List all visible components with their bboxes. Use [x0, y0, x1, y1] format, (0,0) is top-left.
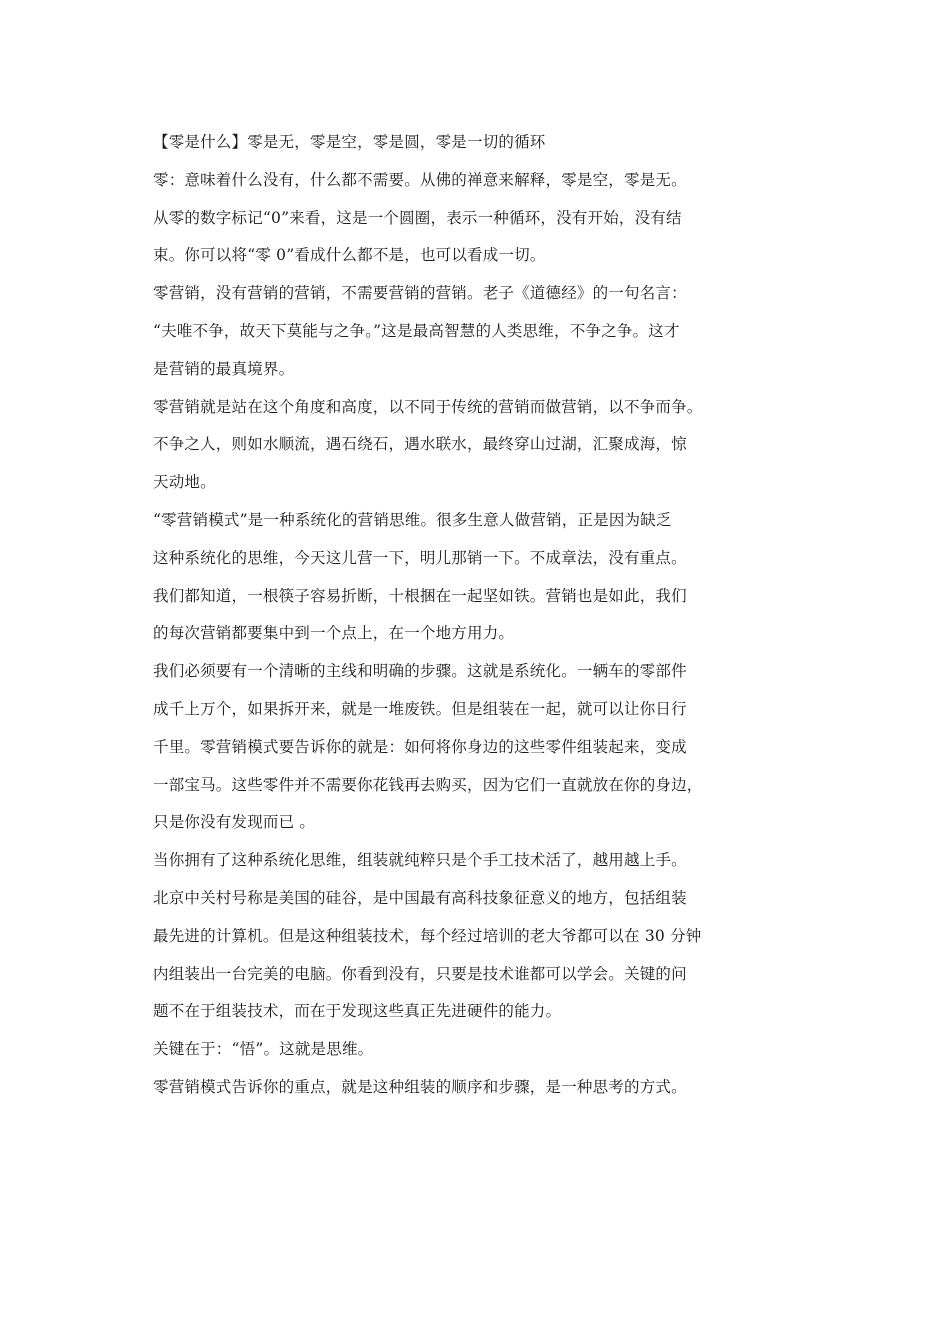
- text-line: 题不在于组装技术，而在于发现这些真正先进硬件的能力。: [153, 1002, 562, 1021]
- text-line: 关键在于：“悟”。这就是思维。: [153, 1040, 374, 1059]
- text-line: 不争之人，则如水顺流，遇石绕石，遇水联水，最终穿山过湖，汇聚成海，惊: [153, 435, 687, 454]
- text-line: 当你拥有了这种系统化思维，组装就纯粹只是个手工技术活了，越用越上手。: [153, 851, 687, 870]
- text-line: 束。你可以将“零 0”看成什么都不是，也可以看成一切。: [153, 246, 546, 265]
- text-line: 千里。零营销模式要告诉你的就是：如何将你身边的这些零件组装起来，变成: [153, 737, 687, 756]
- text-line: 北京中关村号称是美国的硅谷，是中国最有高科技象征意义的地方，包括组装: [153, 888, 687, 907]
- text-line: 零营销就是站在这个角度和高度，以不同于传统的营销而做营销，以不争而争。: [153, 397, 703, 416]
- text-line: 零营销，没有营销的营销，不需要营销的营销。老子《道德经》的一句名言：: [153, 284, 687, 303]
- text-line-title: 【零是什么】零是无，零是空，零是圆，零是一切的循环: [153, 133, 546, 151]
- text-line: 我们都知道，一根筷子容易折断，十根捆在一起坚如铁。营销也是如此，我们: [153, 586, 687, 605]
- text-line: 零营销模式告诉你的重点，就是这种组装的顺序和步骤，是一种思考的方式。: [153, 1077, 687, 1096]
- article-body: [153, 124, 743, 1107]
- text-line: “零营销模式”是一种系统化的营销思维。很多生意人做营销，正是因为缺乏: [153, 510, 672, 529]
- text-line: 零：意味着什么没有，什么都不需要。从佛的禅意来解释，零是空，零是无。: [153, 170, 687, 189]
- text-line: 最先进的计算机。但是这种组装技术，每个经过培训的老大爷都可以在 30 分钟: [153, 926, 702, 945]
- text-line: 天动地。: [153, 473, 216, 492]
- text-line: 一部宝马。这些零件并不需要你花钱再去购买，因为它们一直就放在你的身边，: [153, 775, 703, 794]
- text-line: “夫唯不争，故天下莫能与之争。”这是最高智慧的人类思维，不争之争。这才: [153, 321, 680, 340]
- text-line: 从零的数字标记“0”来看，这是一个圆圈，表示一种循环，没有开始，没有结: [153, 208, 682, 227]
- text-line: 是营销的最真境界。: [153, 359, 295, 378]
- text-line: 内组装出一台完美的电脑。你看到没有，只要是技术谁都可以学会。关键的问: [153, 964, 687, 983]
- text-line: 成千上万个，如果拆开来，就是一堆废铁。但是组装在一起，就可以让你日行: [153, 699, 687, 718]
- text-line: 我们必须要有一个清晰的主线和明确的步骤。这就是系统化。一辆车的零部件: [153, 662, 687, 681]
- text-line: 这种系统化的思维，今天这儿营一下，明儿那销一下。不成章法，没有重点。: [153, 548, 687, 567]
- text-line: 只是你没有发现而已 。: [153, 813, 316, 832]
- text-line: 的每次营销都要集中到一个点上，在一个地方用力。: [153, 624, 515, 643]
